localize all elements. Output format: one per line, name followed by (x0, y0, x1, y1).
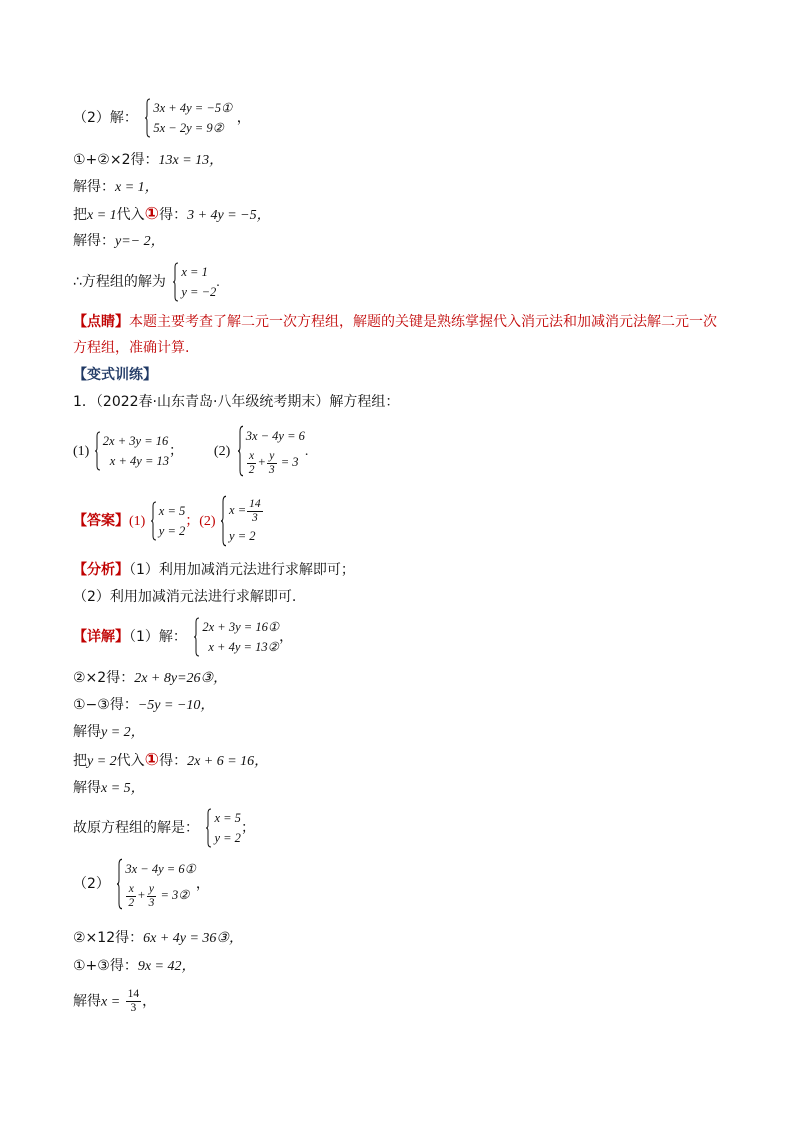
frac-den: 3 (148, 896, 155, 909)
step-label: ②×12得： (73, 930, 144, 946)
eq-rhs: = 3② (160, 888, 190, 902)
step-label: 解得 (73, 993, 101, 1010)
step-expr: 6x + 4y = 36③， (143, 931, 243, 946)
fraction (126, 988, 142, 1015)
step-label: 解得： (73, 179, 115, 195)
analysis-text: （2）利用加减消元法进行求解即可. (73, 589, 297, 605)
conclusion-x: x = 1 (181, 265, 208, 279)
frac-num: y (267, 450, 277, 464)
left-brace-icon (172, 262, 179, 302)
variant-tag: 【变式训练】 (73, 367, 157, 383)
detail-system-line (73, 617, 293, 657)
note-text: 本题主要考查了解二元一次方程组，解题的关键是熟练掌握代入消元法和加减消元法解二元一次 (129, 314, 717, 330)
conclusion-label: ∴方程组的解为 (73, 274, 166, 290)
note-tag: 【点睛】 (73, 314, 129, 330)
step-expr: 2x + 6 = 16， (187, 754, 269, 769)
a2-y: y = 2 (229, 529, 256, 543)
step-label: 得： (159, 207, 188, 223)
detail-s2 (73, 695, 214, 716)
variant-systems (73, 425, 308, 477)
fraction (267, 450, 277, 477)
plus-sign: + (257, 455, 266, 469)
left-brace-icon (237, 425, 244, 477)
detail-s6 (73, 808, 255, 848)
step-label: ①+③得： (73, 958, 138, 974)
p2-system (116, 858, 195, 910)
p2-tail: ， (195, 876, 210, 892)
step-expr: x = (101, 994, 121, 1010)
detail-part2-system (73, 858, 210, 910)
a2-label: (2) (199, 514, 216, 529)
detail-t2 (73, 956, 196, 977)
a2-system (220, 495, 264, 547)
sec2-step4 (73, 231, 165, 252)
question-text: 1．（2022春·山东青岛·八年级统考期末）解方程组： (73, 394, 400, 410)
variant-question (73, 392, 399, 412)
sec2-step1 (73, 150, 223, 171)
step-expr: x = 1 (87, 208, 117, 223)
frac-num: y (147, 883, 157, 897)
detail-eq2: x + 4y = 13② (208, 640, 279, 654)
note-text: 方程组，准确计算. (73, 340, 190, 356)
p2-eq1: 3x − 4y = 6① (125, 862, 196, 876)
step-tail: ， (142, 993, 157, 1010)
fraction (247, 498, 263, 525)
step-expr: −5y = −10， (137, 698, 215, 713)
analysis-line1 (73, 560, 355, 580)
left-brace-icon (150, 501, 157, 541)
s6-system (205, 808, 240, 848)
detail-eq-tail: ， (279, 629, 294, 645)
p2-eq2 (125, 880, 195, 910)
variant-tag-line (73, 365, 157, 385)
note-line1 (73, 312, 717, 332)
step-text: 把 (73, 753, 87, 769)
frac-num: 14 (127, 988, 140, 1000)
step-label: 得： (159, 753, 188, 769)
sec2-eq1: 3x + 4y = −5① (153, 101, 233, 115)
s6-y: y = 2 (214, 831, 241, 845)
q1-label: (1) (73, 444, 90, 459)
left-brace-icon (94, 431, 101, 471)
frac-den: 2 (128, 896, 135, 909)
sec2-intro: （2）解： (73, 110, 138, 126)
detail-intro: （1）解： (129, 629, 187, 645)
fraction (126, 883, 136, 910)
eq-rhs: = 3 (280, 455, 299, 469)
q2-system (237, 425, 305, 477)
left-brace-icon (205, 808, 212, 848)
analysis-tag: 【分析】 (73, 562, 129, 578)
q2-eq2 (246, 447, 305, 477)
step-text: 代入 (116, 753, 145, 769)
frac-num: x (126, 883, 136, 897)
q2-tail: . (304, 444, 309, 459)
step-label: ②×2得： (73, 670, 135, 686)
a2-x (229, 495, 264, 525)
step-expr: 9x = 42， (137, 959, 196, 974)
circled-one-red: ① (144, 204, 160, 224)
s6-x: x = 5 (214, 811, 241, 825)
a1-system (150, 501, 185, 541)
left-brace-icon (220, 495, 227, 547)
frac-num: x (247, 450, 257, 464)
step-expr: 3 + 4y = −5， (187, 208, 271, 223)
answer-line (73, 495, 264, 547)
q1-eq2: x + 4y = 13 (109, 454, 169, 468)
detail-s4 (73, 750, 268, 772)
step-expr: y = 2， (101, 725, 145, 740)
q2-label: (2) (213, 444, 231, 459)
a2-x-pre: x = (229, 503, 247, 517)
sec2-step2 (73, 177, 159, 198)
step-text: 把 (73, 207, 87, 223)
step-expr: y=− 2， (115, 234, 165, 249)
frac-den: 3 (252, 511, 258, 524)
step-label: 解得： (73, 233, 115, 249)
a1-label: (1) (129, 514, 146, 529)
answer-sep: ； (185, 513, 200, 529)
detail-tag: 【详解】 (73, 629, 129, 645)
sec2-step3 (73, 204, 271, 226)
sec2-system-line (73, 98, 251, 138)
frac-num: 14 (249, 497, 261, 510)
detail-t3 (73, 988, 156, 1015)
analysis-line2 (73, 587, 296, 607)
answer-tag: 【答案】 (73, 513, 129, 529)
q1-eq1: 2x + 3y = 16 (102, 434, 169, 448)
conclusion-y: y = −2 (181, 285, 217, 299)
analysis-text: （1）利用加减消元法进行求解即可； (129, 562, 355, 578)
left-brace-icon (144, 98, 151, 138)
step-expr: x = 5， (101, 781, 145, 796)
step-label: ①−③得： (73, 697, 138, 713)
left-brace-icon (116, 858, 123, 910)
step-label: ①+②×2得： (73, 152, 159, 168)
a1-y: y = 2 (158, 524, 186, 538)
step-expr: y = 2 (87, 754, 117, 769)
frac-den: 2 (248, 463, 255, 476)
q2-eq1: 3x − 4y = 6 (245, 429, 305, 443)
q1-tail: ； (169, 443, 183, 459)
detail-s1 (73, 668, 227, 689)
fraction (247, 450, 257, 477)
circled-one-red: ① (144, 750, 160, 770)
p2-intro: （2） (73, 876, 110, 892)
detail-system (193, 617, 279, 657)
step-label: 解得 (73, 780, 101, 796)
detail-t1 (73, 928, 243, 949)
step-label: 故原方程组的解是： (73, 820, 199, 836)
a1-x: x = 5 (158, 504, 186, 518)
detail-eq1: 2x + 3y = 16① (202, 620, 280, 634)
step-expr: 2x + 8y=26③， (134, 671, 228, 686)
plus-sign: + (137, 888, 146, 902)
q1-system (94, 431, 169, 471)
detail-s5 (73, 778, 145, 799)
step-expr: x = 1， (115, 180, 159, 195)
step-text: 代入 (116, 207, 145, 223)
s6-tail: ； (240, 820, 255, 836)
sec2-conclusion (73, 262, 220, 302)
conclusion-system (172, 262, 216, 302)
conclusion-tail: . (216, 275, 220, 290)
step-expr: 13x = 13， (158, 153, 224, 168)
frac-den: 3 (268, 463, 275, 476)
fraction (147, 883, 157, 910)
frac-den: 3 (130, 1002, 137, 1014)
left-brace-icon (193, 617, 200, 657)
note-line2 (73, 338, 189, 358)
sec2-eq-tail: ， (236, 110, 251, 126)
detail-s3 (73, 722, 145, 743)
step-label: 解得 (73, 724, 101, 740)
sec2-eq2: 5x − 2y = 9② (153, 121, 224, 135)
sec2-system (144, 98, 232, 138)
